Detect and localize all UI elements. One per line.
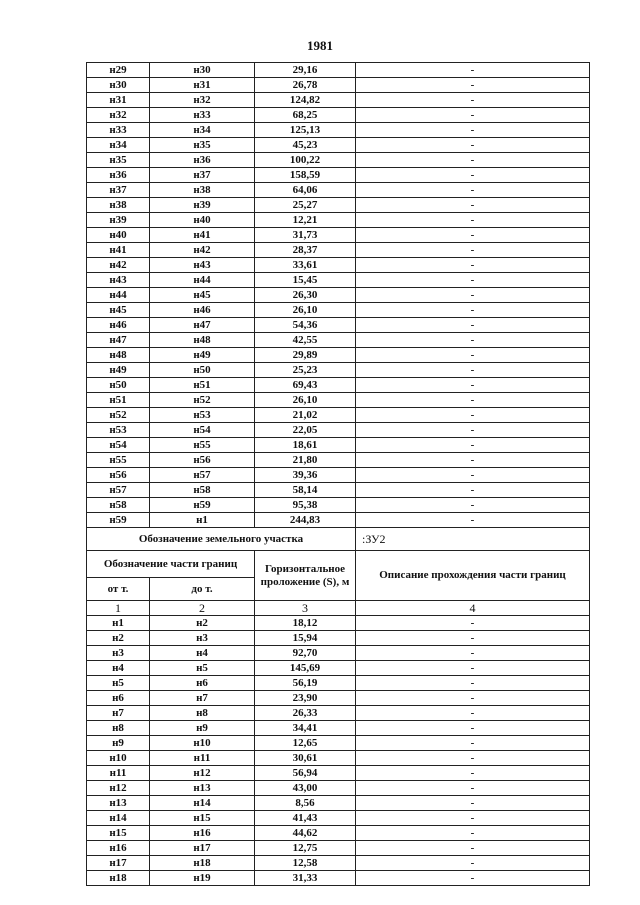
table-row [87, 288, 590, 303]
from-point: н4 [87, 661, 150, 676]
description: - [356, 826, 590, 841]
distance: 25,27 [255, 198, 356, 213]
description: - [356, 273, 590, 288]
distance: 25,23 [255, 363, 356, 378]
to-point: н47 [150, 318, 255, 333]
from-point: н46 [87, 318, 150, 333]
table-row [87, 303, 590, 318]
to-point: н16 [150, 826, 255, 841]
from-point: н13 [87, 796, 150, 811]
distance: 69,43 [255, 378, 356, 393]
description: - [356, 856, 590, 871]
description: - [356, 781, 590, 796]
distance: 42,55 [255, 333, 356, 348]
distance: 22,05 [255, 423, 356, 438]
description: - [356, 468, 590, 483]
table-row [87, 841, 590, 856]
from-point: н59 [87, 513, 150, 528]
to-point: н18 [150, 856, 255, 871]
distance: 26,33 [255, 706, 356, 721]
distance: 26,10 [255, 303, 356, 318]
distance: 56,19 [255, 676, 356, 691]
distance: 145,69 [255, 661, 356, 676]
table-row [87, 796, 590, 811]
to-point: н35 [150, 138, 255, 153]
from-point: н12 [87, 781, 150, 796]
from-point: н32 [87, 108, 150, 123]
from-point: н36 [87, 168, 150, 183]
table-row [87, 811, 590, 826]
description: - [356, 423, 590, 438]
to-point: н36 [150, 153, 255, 168]
table-row [87, 766, 590, 781]
to-point: н30 [150, 63, 255, 78]
distance: 12,21 [255, 213, 356, 228]
to-point: н37 [150, 168, 255, 183]
table-row [87, 616, 590, 631]
distance: 31,33 [255, 871, 356, 886]
description: - [356, 123, 590, 138]
from-point: н42 [87, 258, 150, 273]
distance: 15,94 [255, 631, 356, 646]
description: - [356, 138, 590, 153]
distance: 45,23 [255, 138, 356, 153]
boundary-table [86, 62, 590, 886]
distance: 34,41 [255, 721, 356, 736]
to-point: н54 [150, 423, 255, 438]
description: - [356, 363, 590, 378]
to-point: н12 [150, 766, 255, 781]
to-point: н53 [150, 408, 255, 423]
description: - [356, 318, 590, 333]
to-header: до т. [150, 578, 255, 601]
from-point: н39 [87, 213, 150, 228]
distance: 28,37 [255, 243, 356, 258]
to-point: н11 [150, 751, 255, 766]
distance: 100,22 [255, 153, 356, 168]
distance: 26,78 [255, 78, 356, 93]
from-point: н17 [87, 856, 150, 871]
description: - [356, 871, 590, 886]
description: - [356, 228, 590, 243]
table-row [87, 721, 590, 736]
col-number: 1 [87, 601, 150, 616]
description: - [356, 438, 590, 453]
table-row [87, 318, 590, 333]
to-point: н13 [150, 781, 255, 796]
distance: 41,43 [255, 811, 356, 826]
bottom-rows [87, 616, 590, 886]
to-point: н38 [150, 183, 255, 198]
table-row [87, 198, 590, 213]
to-point: н44 [150, 273, 255, 288]
from-point: н6 [87, 691, 150, 706]
description: - [356, 483, 590, 498]
from-point: н52 [87, 408, 150, 423]
distance: 18,12 [255, 616, 356, 631]
distance: 29,16 [255, 63, 356, 78]
description: - [356, 108, 590, 123]
table-row [87, 243, 590, 258]
from-point: н55 [87, 453, 150, 468]
from-point: н57 [87, 483, 150, 498]
description: - [356, 393, 590, 408]
to-point: н41 [150, 228, 255, 243]
to-point: н6 [150, 676, 255, 691]
from-point: н48 [87, 348, 150, 363]
distance: 58,14 [255, 483, 356, 498]
table-row [87, 856, 590, 871]
description: - [356, 736, 590, 751]
table-row [87, 483, 590, 498]
to-point: н10 [150, 736, 255, 751]
distance: 26,10 [255, 393, 356, 408]
description: - [356, 706, 590, 721]
from-point: н53 [87, 423, 150, 438]
from-point: н37 [87, 183, 150, 198]
distance: 54,36 [255, 318, 356, 333]
table-row [87, 348, 590, 363]
description: - [356, 243, 590, 258]
distance: 21,02 [255, 408, 356, 423]
from-point: н1 [87, 616, 150, 631]
top-rows [87, 63, 590, 528]
from-point: н45 [87, 303, 150, 318]
from-point: н3 [87, 646, 150, 661]
to-point: н14 [150, 796, 255, 811]
description: - [356, 453, 590, 468]
distance: 44,62 [255, 826, 356, 841]
distance: 124,82 [255, 93, 356, 108]
from-point: н56 [87, 468, 150, 483]
from-point: н5 [87, 676, 150, 691]
from-point: н49 [87, 363, 150, 378]
table-row [87, 153, 590, 168]
description: - [356, 661, 590, 676]
description: - [356, 303, 590, 318]
from-point: н11 [87, 766, 150, 781]
distance: 33,61 [255, 258, 356, 273]
to-point: н33 [150, 108, 255, 123]
from-point: н40 [87, 228, 150, 243]
table-row [87, 498, 590, 513]
table-row [87, 183, 590, 198]
description: - [356, 646, 590, 661]
distance: 12,75 [255, 841, 356, 856]
to-point: н45 [150, 288, 255, 303]
to-point: н46 [150, 303, 255, 318]
land-plot-title: Обозначение земельного участка [87, 528, 356, 551]
to-point: н55 [150, 438, 255, 453]
part-designation-header: Обозначение части границ [87, 551, 255, 578]
distance: 12,58 [255, 856, 356, 871]
from-point: н16 [87, 841, 150, 856]
column-numbers-row [87, 601, 590, 616]
to-point: н52 [150, 393, 255, 408]
from-point: н31 [87, 93, 150, 108]
to-point: н49 [150, 348, 255, 363]
description: - [356, 721, 590, 736]
table-row [87, 123, 590, 138]
from-point: н50 [87, 378, 150, 393]
table-row [87, 333, 590, 348]
to-point: н2 [150, 616, 255, 631]
from-point: н51 [87, 393, 150, 408]
table-row [87, 691, 590, 706]
from-point: н47 [87, 333, 150, 348]
distance: 23,90 [255, 691, 356, 706]
to-point: н3 [150, 631, 255, 646]
table-row [87, 826, 590, 841]
from-point: н2 [87, 631, 150, 646]
table-row [87, 168, 590, 183]
description: - [356, 153, 590, 168]
to-point: н42 [150, 243, 255, 258]
from-point: н33 [87, 123, 150, 138]
table-row [87, 138, 590, 153]
land-plot-row [87, 528, 590, 551]
description: - [356, 168, 590, 183]
table-row [87, 871, 590, 886]
distance: 158,59 [255, 168, 356, 183]
from-point: н18 [87, 871, 150, 886]
distance: 68,25 [255, 108, 356, 123]
description: - [356, 213, 590, 228]
distance: 18,61 [255, 438, 356, 453]
distance: 125,13 [255, 123, 356, 138]
to-point: н1 [150, 513, 255, 528]
to-point: н40 [150, 213, 255, 228]
table-row [87, 228, 590, 243]
to-point: н34 [150, 123, 255, 138]
distance: 43,00 [255, 781, 356, 796]
to-point: н48 [150, 333, 255, 348]
description: - [356, 498, 590, 513]
to-point: н9 [150, 721, 255, 736]
to-point: н32 [150, 93, 255, 108]
distance: 21,80 [255, 453, 356, 468]
description: - [356, 78, 590, 93]
table-row [87, 78, 590, 93]
horizontal-header: Горизонтальное проложение (S), м [255, 551, 356, 601]
table-row [87, 646, 590, 661]
description: - [356, 751, 590, 766]
to-point: н43 [150, 258, 255, 273]
table-row [87, 423, 590, 438]
section-header [87, 528, 590, 616]
description: - [356, 348, 590, 363]
description: - [356, 616, 590, 631]
table-row [87, 706, 590, 721]
from-point: н30 [87, 78, 150, 93]
description: - [356, 63, 590, 78]
page-number: 1981 [307, 38, 333, 53]
from-point: н8 [87, 721, 150, 736]
distance: 64,06 [255, 183, 356, 198]
description: - [356, 198, 590, 213]
table-row [87, 661, 590, 676]
to-point: н15 [150, 811, 255, 826]
description: - [356, 288, 590, 303]
description: - [356, 631, 590, 646]
table-row [87, 63, 590, 78]
from-point: н14 [87, 811, 150, 826]
col-number: 2 [150, 601, 255, 616]
table-row [87, 108, 590, 123]
description: - [356, 513, 590, 528]
from-point: н34 [87, 138, 150, 153]
description: - [356, 676, 590, 691]
col-number: 3 [255, 601, 356, 616]
description: - [356, 811, 590, 826]
table-row [87, 393, 590, 408]
distance: 39,36 [255, 468, 356, 483]
distance: 29,89 [255, 348, 356, 363]
description: - [356, 333, 590, 348]
description: - [356, 258, 590, 273]
to-point: н31 [150, 78, 255, 93]
from-point: н43 [87, 273, 150, 288]
from-point: н54 [87, 438, 150, 453]
from-point: н58 [87, 498, 150, 513]
header-row [87, 551, 590, 578]
col-number: 4 [356, 601, 590, 616]
to-point: н8 [150, 706, 255, 721]
table-row [87, 631, 590, 646]
land-plot-code: :ЗУ2 [356, 528, 590, 551]
distance: 30,61 [255, 751, 356, 766]
distance: 15,45 [255, 273, 356, 288]
distance: 92,70 [255, 646, 356, 661]
description: - [356, 691, 590, 706]
description: - [356, 183, 590, 198]
to-point: н19 [150, 871, 255, 886]
to-point: н58 [150, 483, 255, 498]
from-point: н7 [87, 706, 150, 721]
to-point: н17 [150, 841, 255, 856]
to-point: н56 [150, 453, 255, 468]
table-row [87, 468, 590, 483]
from-header: от т. [87, 578, 150, 601]
table-row [87, 258, 590, 273]
to-point: н5 [150, 661, 255, 676]
description: - [356, 408, 590, 423]
distance: 8,56 [255, 796, 356, 811]
table-row [87, 781, 590, 796]
to-point: н59 [150, 498, 255, 513]
distance: 12,65 [255, 736, 356, 751]
table-row [87, 453, 590, 468]
distance: 95,38 [255, 498, 356, 513]
description: - [356, 93, 590, 108]
from-point: н15 [87, 826, 150, 841]
distance: 26,30 [255, 288, 356, 303]
from-point: н35 [87, 153, 150, 168]
description: - [356, 378, 590, 393]
from-point: н41 [87, 243, 150, 258]
to-point: н51 [150, 378, 255, 393]
table-row [87, 378, 590, 393]
distance: 31,73 [255, 228, 356, 243]
description: - [356, 766, 590, 781]
table-row [87, 213, 590, 228]
table-row [87, 736, 590, 751]
table-row [87, 513, 590, 528]
description: - [356, 841, 590, 856]
to-point: н50 [150, 363, 255, 378]
table-row [87, 751, 590, 766]
from-point: н10 [87, 751, 150, 766]
description-header: Описание прохождения части границ [356, 551, 590, 601]
to-point: н39 [150, 198, 255, 213]
from-point: н29 [87, 63, 150, 78]
description: - [356, 796, 590, 811]
table-row [87, 363, 590, 378]
from-point: н9 [87, 736, 150, 751]
table-row [87, 93, 590, 108]
distance: 244,83 [255, 513, 356, 528]
to-point: н7 [150, 691, 255, 706]
distance: 56,94 [255, 766, 356, 781]
from-point: н44 [87, 288, 150, 303]
table-row [87, 408, 590, 423]
table-row [87, 438, 590, 453]
table-row [87, 676, 590, 691]
to-point: н4 [150, 646, 255, 661]
from-point: н38 [87, 198, 150, 213]
table-row [87, 273, 590, 288]
to-point: н57 [150, 468, 255, 483]
